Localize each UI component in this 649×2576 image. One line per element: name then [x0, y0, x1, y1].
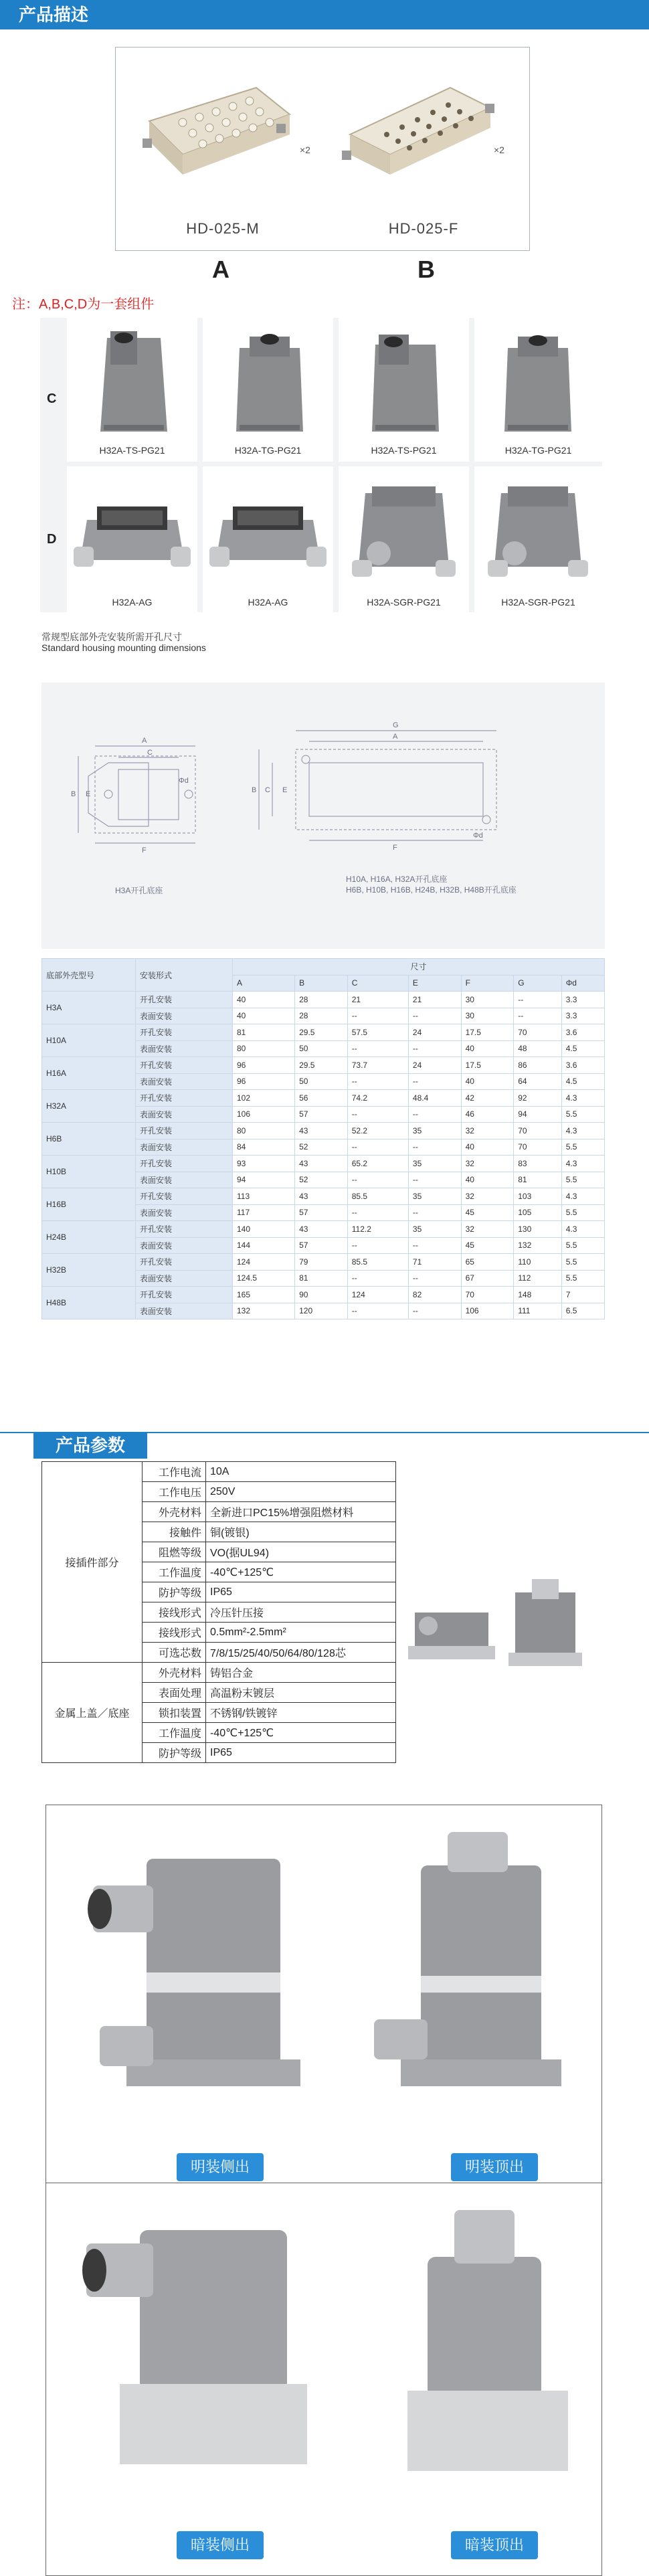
- value-cell: 43: [295, 1156, 348, 1172]
- param-key: 工作电流: [143, 1462, 206, 1482]
- value-cell: 48.4: [408, 1090, 461, 1107]
- value-cell: 96: [233, 1073, 295, 1090]
- value-cell: --: [408, 1008, 461, 1024]
- table-row: [42, 1090, 605, 1107]
- col-header-dim: Φd: [561, 975, 604, 992]
- value-cell: 32: [461, 1221, 514, 1238]
- housing-label: H32A-AG: [248, 597, 288, 608]
- value-cell: 84: [233, 1139, 295, 1156]
- model-cell: H16B: [42, 1188, 136, 1221]
- param-value: IP65: [206, 1743, 396, 1763]
- value-cell: 94: [233, 1172, 295, 1188]
- value-cell: 102: [233, 1090, 295, 1107]
- housing-label: H32A-TG-PG21: [234, 445, 302, 456]
- param-value: 10A: [206, 1462, 396, 1482]
- table-row: [42, 1287, 605, 1303]
- value-cell: 5.5: [561, 1270, 604, 1287]
- value-cell: --: [347, 1139, 408, 1156]
- param-value: IP65: [206, 1582, 396, 1602]
- param-key: 工作温度: [143, 1562, 206, 1582]
- kind-cell: 表面安装: [136, 1040, 233, 1057]
- param-value: 冷压针压接: [206, 1602, 396, 1623]
- table-row: [42, 1057, 605, 1074]
- value-cell: 21: [347, 992, 408, 1008]
- housing-label: H32A-TS-PG21: [371, 445, 437, 456]
- value-cell: 42: [461, 1090, 514, 1107]
- housing-base-image: [203, 466, 333, 590]
- housing-label: H32A-TS-PG21: [99, 445, 165, 456]
- value-cell: 124: [347, 1287, 408, 1303]
- params-table: [41, 1461, 396, 1763]
- housing-label: H32A-AG: [112, 597, 153, 608]
- value-cell: --: [514, 992, 561, 1008]
- value-cell: 132: [233, 1303, 295, 1319]
- value-cell: 105: [514, 1204, 561, 1221]
- params-product-image: [401, 1579, 602, 1679]
- kind-cell: 开孔安装: [136, 1221, 233, 1238]
- value-cell: 35: [408, 1123, 461, 1139]
- kind-cell: 开孔安装: [136, 1090, 233, 1107]
- value-cell: 4.3: [561, 1221, 604, 1238]
- housing-base-image: [474, 466, 602, 590]
- value-cell: 24: [408, 1024, 461, 1041]
- kind-cell: 开孔安装: [136, 1024, 233, 1041]
- photo-tag: 暗装顶出: [451, 2531, 538, 2559]
- value-cell: 83: [514, 1156, 561, 1172]
- value-cell: 90: [295, 1287, 348, 1303]
- value-cell: 43: [295, 1188, 348, 1205]
- value-cell: 124: [233, 1254, 295, 1271]
- param-group-label: 接插件部分: [42, 1462, 143, 1663]
- value-cell: --: [408, 1303, 461, 1319]
- value-cell: 148: [514, 1287, 561, 1303]
- connector-female-image: [337, 74, 504, 188]
- letter-b: B: [418, 256, 435, 283]
- model-cell: H6B: [42, 1123, 136, 1156]
- value-cell: 120: [295, 1303, 348, 1319]
- value-cell: 40: [233, 992, 295, 1008]
- kind-cell: 开孔安装: [136, 1188, 233, 1205]
- kind-cell: 表面安装: [136, 1106, 233, 1123]
- kind-cell: 开孔安装: [136, 1156, 233, 1172]
- model-cell: H16A: [42, 1057, 136, 1090]
- value-cell: 112.2: [347, 1221, 408, 1238]
- value-cell: 5.5: [561, 1254, 604, 1271]
- value-cell: 85.5: [347, 1188, 408, 1205]
- param-key: 接触件: [143, 1522, 206, 1542]
- value-cell: 57: [295, 1237, 348, 1254]
- value-cell: 65.2: [347, 1156, 408, 1172]
- value-cell: 57.5: [347, 1024, 408, 1041]
- female-multiplier: ×2: [494, 145, 504, 155]
- value-cell: 35: [408, 1221, 461, 1238]
- kind-cell: 表面安装: [136, 1172, 233, 1188]
- value-cell: 35: [408, 1188, 461, 1205]
- kind-cell: 表面安装: [136, 1204, 233, 1221]
- drawing-label: G: [393, 721, 399, 729]
- value-cell: 86: [514, 1057, 561, 1074]
- value-cell: 5.5: [561, 1204, 604, 1221]
- value-cell: 5.5: [561, 1172, 604, 1188]
- value-cell: 85.5: [347, 1254, 408, 1271]
- param-value: 全新进口PC15%增强阻燃材料: [206, 1502, 396, 1522]
- value-cell: 106: [461, 1303, 514, 1319]
- value-cell: 117: [233, 1204, 295, 1221]
- value-cell: --: [347, 1172, 408, 1188]
- value-cell: 4.5: [561, 1073, 604, 1090]
- value-cell: --: [408, 1204, 461, 1221]
- value-cell: 43: [295, 1123, 348, 1139]
- param-value: 7/8/15/25/40/50/64/80/128芯: [206, 1643, 396, 1663]
- value-cell: 45: [461, 1204, 514, 1221]
- housing-cell: [67, 466, 197, 612]
- product-frame: [115, 47, 530, 251]
- housing-top-image: [474, 318, 602, 442]
- value-cell: --: [408, 1172, 461, 1188]
- param-value: 高温粉末镀层: [206, 1683, 396, 1703]
- value-cell: 3.3: [561, 1008, 604, 1024]
- param-key: 阻燃等级: [143, 1542, 206, 1562]
- kind-cell: 开孔安装: [136, 1057, 233, 1074]
- drawing-label: A: [142, 737, 147, 745]
- value-cell: 70: [514, 1139, 561, 1156]
- drawing-label: Φd: [473, 832, 483, 840]
- value-cell: 113: [233, 1188, 295, 1205]
- drawing-label: C: [265, 786, 270, 794]
- value-cell: 43: [295, 1221, 348, 1238]
- param-value: -40℃+125℃: [206, 1562, 396, 1582]
- value-cell: 7: [561, 1287, 604, 1303]
- value-cell: 106: [233, 1106, 295, 1123]
- kind-cell: 表面安装: [136, 1139, 233, 1156]
- param-value: -40℃+125℃: [206, 1723, 396, 1743]
- drawing-label: B: [252, 786, 257, 794]
- value-cell: 80: [233, 1040, 295, 1057]
- value-cell: --: [347, 1040, 408, 1057]
- value-cell: 111: [514, 1303, 561, 1319]
- housing-top-image: [67, 318, 197, 442]
- housing-cell: [339, 466, 469, 612]
- value-cell: 52: [295, 1172, 348, 1188]
- housing-cell: [339, 318, 469, 462]
- photo-tag: 暗装侧出: [177, 2531, 264, 2559]
- param-key: 接线形式: [143, 1602, 206, 1623]
- value-cell: --: [408, 1270, 461, 1287]
- housing-base-image: [339, 466, 469, 590]
- value-cell: 4.5: [561, 1040, 604, 1057]
- param-group-label: 金属上盖／底座: [42, 1663, 143, 1763]
- value-cell: 40: [461, 1139, 514, 1156]
- param-value: VO(据UL94): [206, 1542, 396, 1562]
- param-value: 铜(镀银): [206, 1522, 396, 1542]
- section-title: 产品描述: [19, 5, 89, 25]
- value-cell: 28: [295, 992, 348, 1008]
- value-cell: --: [514, 1008, 561, 1024]
- value-cell: 4.3: [561, 1123, 604, 1139]
- value-cell: 6.5: [561, 1303, 604, 1319]
- value-cell: 32: [461, 1156, 514, 1172]
- value-cell: 17.5: [461, 1024, 514, 1041]
- kind-cell: 表面安装: [136, 1270, 233, 1287]
- value-cell: 130: [514, 1221, 561, 1238]
- value-cell: --: [408, 1139, 461, 1156]
- housing-top-image: [203, 318, 333, 442]
- value-cell: 3.6: [561, 1024, 604, 1041]
- value-cell: 80: [233, 1123, 295, 1139]
- housing-grid: [40, 318, 602, 612]
- value-cell: 73.7: [347, 1057, 408, 1074]
- param-key: 工作温度: [143, 1723, 206, 1743]
- value-cell: 110: [514, 1254, 561, 1271]
- value-cell: 82: [408, 1287, 461, 1303]
- drawing-caption: H10A, H16A, H32A开孔底座: [346, 875, 448, 884]
- value-cell: 124.5: [233, 1270, 295, 1287]
- value-cell: --: [347, 1237, 408, 1254]
- photo-tag: 明装侧出: [177, 2153, 264, 2181]
- value-cell: 103: [514, 1188, 561, 1205]
- drawing-label: F: [142, 846, 147, 854]
- drawing-label: F: [393, 844, 397, 852]
- kind-cell: 表面安装: [136, 1303, 233, 1319]
- value-cell: 112: [514, 1270, 561, 1287]
- value-cell: 40: [233, 1008, 295, 1024]
- value-cell: 48: [514, 1040, 561, 1057]
- model-cell: H24B: [42, 1221, 136, 1254]
- model-cell: H32B: [42, 1254, 136, 1287]
- drawing-caption: H3A开孔底座: [115, 886, 163, 895]
- housing-label: H32A-TG-PG21: [504, 445, 572, 456]
- drawing-label: E: [282, 786, 288, 794]
- section-header-description: [0, 0, 649, 29]
- value-cell: 93: [233, 1156, 295, 1172]
- value-cell: 52.2: [347, 1123, 408, 1139]
- value-cell: 94: [514, 1106, 561, 1123]
- value-cell: 81: [514, 1172, 561, 1188]
- value-cell: 24: [408, 1057, 461, 1074]
- value-cell: 17.5: [461, 1057, 514, 1074]
- housing-cell: [203, 466, 333, 612]
- model-cell: H3A: [42, 992, 136, 1024]
- value-cell: 79: [295, 1254, 348, 1271]
- row-letter-c: C: [47, 391, 57, 406]
- value-cell: 32: [461, 1188, 514, 1205]
- table-row: [42, 1663, 396, 1683]
- value-cell: 57: [295, 1106, 348, 1123]
- table-row: [42, 1156, 605, 1172]
- connector-male-image: [136, 74, 303, 188]
- value-cell: --: [347, 1303, 408, 1319]
- drawing-label: C: [147, 749, 153, 757]
- value-cell: 28: [295, 1008, 348, 1024]
- housing-surface-photo: [46, 1805, 603, 2140]
- value-cell: 81: [233, 1024, 295, 1041]
- value-cell: --: [408, 1073, 461, 1090]
- value-cell: 4.3: [561, 1188, 604, 1205]
- value-cell: 70: [514, 1123, 561, 1139]
- col-header-dim: E: [408, 975, 461, 992]
- col-header-dim: B: [295, 975, 348, 992]
- set-note: 注：A,B,C,D为一套组件: [12, 297, 155, 312]
- value-cell: 81: [295, 1270, 348, 1287]
- value-cell: --: [347, 1270, 408, 1287]
- section-header-params: [33, 1432, 147, 1459]
- col-header-dim: C: [347, 975, 408, 992]
- value-cell: 70: [514, 1024, 561, 1041]
- param-key: 外壳材料: [143, 1663, 206, 1683]
- value-cell: 3.6: [561, 1057, 604, 1074]
- kind-cell: 表面安装: [136, 1237, 233, 1254]
- param-key: 表面处理: [143, 1683, 206, 1703]
- value-cell: 140: [233, 1221, 295, 1238]
- male-multiplier: ×2: [300, 145, 310, 155]
- photo-tag: 明装顶出: [451, 2153, 538, 2181]
- value-cell: 92: [514, 1090, 561, 1107]
- value-cell: 144: [233, 1237, 295, 1254]
- col-header-dim: F: [461, 975, 514, 992]
- col-header-dim: A: [233, 975, 295, 992]
- value-cell: 96: [233, 1057, 295, 1074]
- value-cell: 4.3: [561, 1156, 604, 1172]
- value-cell: 4.3: [561, 1090, 604, 1107]
- value-cell: 29.5: [295, 1057, 348, 1074]
- value-cell: 71: [408, 1254, 461, 1271]
- table-row: [42, 1188, 605, 1205]
- col-header-size: 尺寸: [233, 959, 605, 976]
- param-value: 铸铝合金: [206, 1663, 396, 1683]
- dimension-drawing-image: [41, 682, 605, 949]
- kind-cell: 开孔安装: [136, 1123, 233, 1139]
- photo-panel-surface: [45, 1805, 602, 2196]
- letter-a: A: [212, 256, 229, 283]
- drawing-label: B: [71, 790, 76, 798]
- value-cell: 65: [461, 1254, 514, 1271]
- kind-cell: 开孔安装: [136, 992, 233, 1008]
- value-cell: 165: [233, 1287, 295, 1303]
- value-cell: 52: [295, 1139, 348, 1156]
- param-value: 不锈钢/铁镀锌: [206, 1703, 396, 1723]
- housing-cell: [474, 466, 602, 612]
- model-cell: H48B: [42, 1287, 136, 1319]
- kind-cell: 表面安装: [136, 1008, 233, 1024]
- value-cell: --: [408, 1040, 461, 1057]
- model-code-male: HD-025-M: [186, 220, 260, 237]
- param-key: 防护等级: [143, 1743, 206, 1763]
- value-cell: 40: [461, 1040, 514, 1057]
- kind-cell: 开孔安装: [136, 1287, 233, 1303]
- param-key: 防护等级: [143, 1582, 206, 1602]
- value-cell: 5.5: [561, 1139, 604, 1156]
- housing-cell: [474, 318, 602, 462]
- value-cell: 5.5: [561, 1106, 604, 1123]
- param-value: 0.5mm²-2.5mm²: [206, 1623, 396, 1643]
- value-cell: 132: [514, 1237, 561, 1254]
- drawing-label: E: [86, 790, 91, 798]
- value-cell: 32: [461, 1123, 514, 1139]
- model-code-female: HD-025-F: [388, 220, 459, 237]
- dimension-table: [41, 958, 605, 1319]
- model-cell: H32A: [42, 1090, 136, 1123]
- value-cell: 40: [461, 1073, 514, 1090]
- param-key: 可选芯数: [143, 1643, 206, 1663]
- kind-cell: 开孔安装: [136, 1254, 233, 1271]
- dims-caption-en: Standard housing mounting dimensions: [41, 642, 206, 653]
- housing-top-image: [339, 318, 469, 442]
- drawing-label: Φd: [179, 777, 189, 785]
- housing-cell: [67, 318, 197, 462]
- col-header-model: 底部外壳型号: [42, 959, 136, 992]
- value-cell: --: [408, 1237, 461, 1254]
- value-cell: 56: [295, 1090, 348, 1107]
- param-key: 接线形式: [143, 1623, 206, 1643]
- drawing-caption: H6B, H10B, H16B, H24B, H32B, H48B开孔底座: [346, 885, 517, 895]
- value-cell: 5.5: [561, 1237, 604, 1254]
- value-cell: --: [347, 1204, 408, 1221]
- table-row: [42, 1024, 605, 1041]
- value-cell: --: [347, 1073, 408, 1090]
- col-header-dim: G: [514, 975, 561, 992]
- row-letter-d: D: [47, 532, 57, 547]
- model-cell: H10A: [42, 1024, 136, 1057]
- model-cell: H10B: [42, 1156, 136, 1188]
- table-row: [42, 1254, 605, 1271]
- housing-cell: [203, 318, 333, 462]
- value-cell: 64: [514, 1073, 561, 1090]
- value-cell: 21: [408, 992, 461, 1008]
- table-row: [42, 992, 605, 1008]
- housing-label: H32A-SGR-PG21: [501, 597, 575, 608]
- dims-caption-zh: 常规型底部外壳安装所需开孔尺寸: [41, 632, 182, 642]
- value-cell: 67: [461, 1270, 514, 1287]
- mounting-drawing: [41, 682, 605, 949]
- value-cell: 46: [461, 1106, 514, 1123]
- value-cell: 50: [295, 1040, 348, 1057]
- value-cell: 57: [295, 1204, 348, 1221]
- drawing-label: A: [393, 733, 398, 741]
- value-cell: --: [408, 1106, 461, 1123]
- section-title: 产品参数: [55, 1435, 125, 1455]
- value-cell: --: [347, 1008, 408, 1024]
- housing-label: H32A-SGR-PG21: [367, 597, 441, 608]
- value-cell: 35: [408, 1156, 461, 1172]
- table-row: [42, 1123, 605, 1139]
- photo-panel-recessed: [45, 2183, 602, 2576]
- value-cell: --: [347, 1106, 408, 1123]
- value-cell: 50: [295, 1073, 348, 1090]
- table-row: [42, 1462, 396, 1482]
- param-key: 工作电压: [143, 1482, 206, 1502]
- value-cell: 45: [461, 1237, 514, 1254]
- kind-cell: 表面安装: [136, 1073, 233, 1090]
- param-key: 外壳材料: [143, 1502, 206, 1522]
- value-cell: 70: [461, 1287, 514, 1303]
- value-cell: 3.3: [561, 992, 604, 1008]
- table-row: [42, 1221, 605, 1238]
- housing-recessed-photo: [46, 2183, 603, 2518]
- value-cell: 29.5: [295, 1024, 348, 1041]
- housing-base-image: [67, 466, 197, 590]
- param-key: 锁扣装置: [143, 1703, 206, 1723]
- value-cell: 74.2: [347, 1090, 408, 1107]
- value-cell: 30: [461, 1008, 514, 1024]
- value-cell: 30: [461, 992, 514, 1008]
- col-header-kind: 安装形式: [136, 959, 233, 992]
- param-value: 250V: [206, 1482, 396, 1502]
- value-cell: 40: [461, 1172, 514, 1188]
